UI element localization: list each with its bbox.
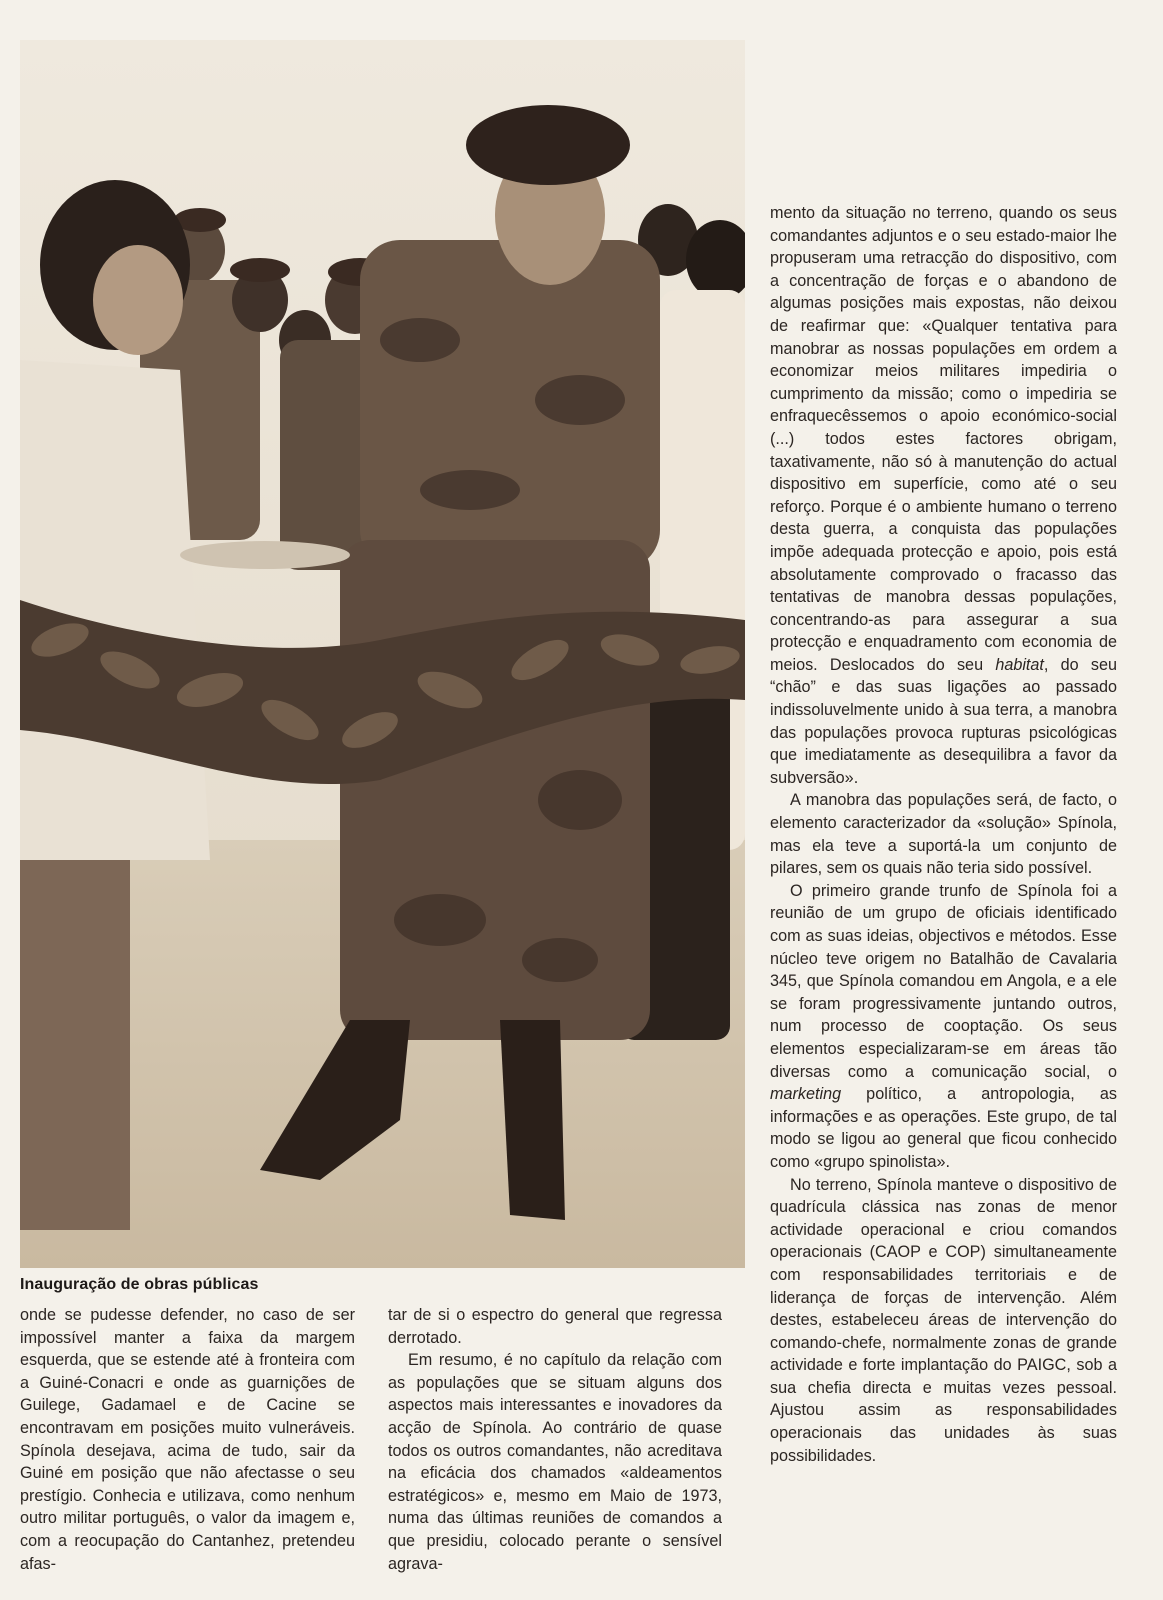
general-beret: [466, 105, 630, 185]
paragraph: No terreno, Spínola manteve o dispositivo de quadrícula clássica nas zonas de menor actividade operacional e criou comandos operacionais (CAOP e COP) simultaneamente com responsabilidades territoriais e de liderança de forças de intervenção. Além destes, estabeleceu áreas de intervenção do comando-chefe, normalmente zonas de grande actividade e forte implantação do PAIGC, sob a sua chefia directa e muitas vezes pessoal. Ajustou assim as responsabilidades operacionais das unidades às suas possibilidades.: [770, 1175, 1117, 1465]
paragraph: Em resumo, é no capítulo da relação com as populações que se situam alguns dos aspectos mais interessantes e inovadores da acção de Spínola. Ao contrário de quase todos os outros comandantes, não acreditava na eficácia dos chamados «aldeamentos estratégicos» e, mesmo em Maio de 1973, numa das últimas reuniões de comandos a que presidiu, colocado perante o sensível agrava-: [388, 1351, 722, 1573]
text-column-middle: [388, 1304, 722, 1575]
paragraph: tar de si o espectro do general que regressa derrotado.: [388, 1306, 722, 1347]
photo-caption: Inauguração de obras públicas: [20, 1276, 259, 1293]
emphasis: marketing: [770, 1085, 842, 1104]
news-photo: [20, 40, 745, 1268]
photo-scene: [20, 40, 745, 1268]
paragraph: A manobra das populações será, de facto, o elemento caracterizador da «solução» Spínola, mas ela teve a suportá-la um conjunto de pilares, sem os quais não teria sido possível.: [770, 791, 1117, 878]
emphasis: habitat: [995, 655, 1044, 674]
plate: [180, 541, 350, 569]
text-column-left: [20, 1304, 355, 1575]
text-column-right: [770, 202, 1117, 1467]
paragraph: onde se pudesse defender, no caso de ser impossível manter a faixa da margem esquerda, que se estende até à fronteira com a Guiné-Conacri e onde as guarnições de Guilege, Gadamael e de Cacine se encontravam em posições muito vulneráveis. Spínola desejava, acima de tudo, sair da Guiné em posição que não afectasse o seu prestígio. Conhecia e utilizava, como nenhum outro militar português, o valor da imagem e, com a reocupação do Cantanhez, pretendeu afas-: [20, 1306, 355, 1573]
paragraph: O primeiro grande trunfo de Spínola foi a reunião de um grupo de oficiais identificado com as suas ideias, objectivos e métodos. Esse núcleo teve origem no Batalhão de Cavalaria 345, que Spínola comandou em Angola, e a ele se foram progressivamente juntando outros, num processo de cooptação. Os seus elementos especializaram-se em áreas tão diversas como a comunicação social, o marketing político, a antropologia, as informações e as operações. Este grupo, de tal modo se ligou ao general que ficou conhecido como «grupo spinolista».: [770, 881, 1117, 1171]
paragraph: mento da situação no terreno, quando os seus comandantes adjuntos e o seu estado-maior lhe propuseram uma retracção do dispositivo, com a concentração de forças e o abandono de algumas posições mais expostas, não deixou de reafirmar que: «Qualquer tentativa para manobrar as nossas populações em ordem a economizar meios militares impediria o cumprimento da missão; como o impediria se enfraquecêssemos o apoio económico-social (...) todos estes factores obrigam, taxativamente, não só à manutenção do actual dispositivo em superfície, como até o seu reforço. Porque é o ambiente humano o terreno desta guerra, a conquista das populações impõe adequada protecção e apoio, pois está absolutamente comprovado o fracasso das tentativas de manobra dessas populações, concentrando-as para assegurar a sua protecção e enquadramento com economia de meios. Deslocados do seu habitat, do seu “chão” e das suas ligações ao passado indissoluvelmente unido à sua terra, a manobra das populações provoca rupturas psicológicas que imediatamente as desequilibra a favor da subversão».: [770, 204, 1117, 787]
